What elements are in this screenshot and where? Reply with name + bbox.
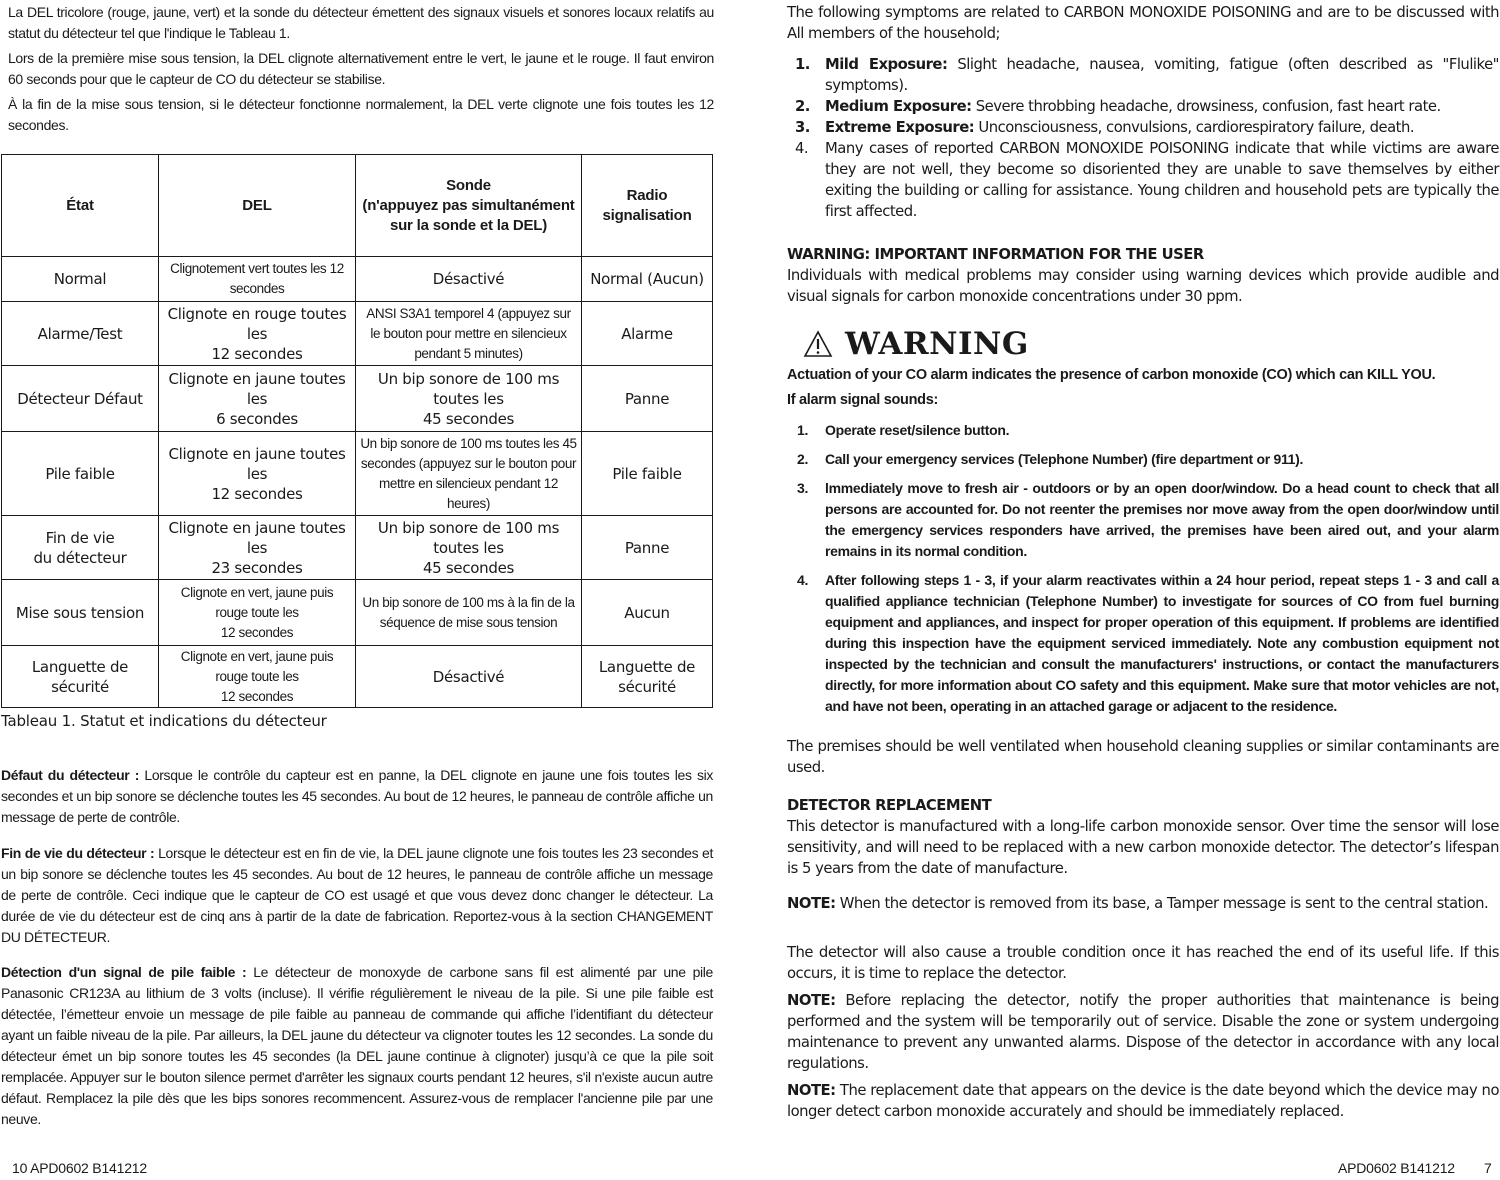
list-item: 4. After following steps 1 - 3, if your alarm reactivates within a 24 hour period, repeat steps 1 - 3 and call a qualified appliance technician (Telephone Number) to investigate for sources of CO from fuel burning equipment and appliances, and inspect for proper operation of this equipment. If problems are identified during this inspection have the equipment serviced immediately. Note any combustion equipment not inspected by the technician and consult the manufacturers' instructions, or contact the manufacturers directly, for more information about CO safety and this equipment. Make sure that motor vehicles are not, and have not been, operating in an attached garage or adjacent to the residence. bbox=[797, 572, 1499, 714]
table-cell: Un bip sonore de 100 ms à la fin de la séquence de mise sous tension bbox=[356, 580, 582, 646]
list-item: 3. Extreme Exposure: Unconsciousness, convulsions, cardiorespiratory failure, death. bbox=[795, 119, 1415, 136]
table-cell: Détecteur Défaut bbox=[2, 366, 159, 432]
intro-paragraph: Lors de la première mise sous tension, la DEL clignote alternativement entre le vert, le jaune et le rouge. Il faut environ 60 seconds pour que le capteur de CO du détecteur se stabilise. bbox=[8, 50, 714, 87]
table-cell: Alarme/Test bbox=[2, 302, 159, 366]
table-cell: Clignotement vert toutes les 12 secondes bbox=[159, 257, 356, 302]
table-cell: ANSI S3A1 temporel 4 (appuyez sur le bouton pour mettre en silencieux pendant 5 minutes) bbox=[356, 302, 582, 366]
table-cell: Un bip sonore de 100 ms toutes les 45 secondes bbox=[356, 366, 582, 432]
table-cell: Mise sous tension bbox=[2, 580, 159, 646]
table-cell: Pile faible bbox=[582, 432, 713, 516]
table-caption: Tableau 1. Statut et indications du détecteur bbox=[1, 712, 327, 730]
page-number: 7 bbox=[1484, 1160, 1492, 1176]
note-replacement-date: NOTE: The replacement date that appears on the device is the date beyond which the device may no longer detect carbon monoxide accurately and should be immediately replaced. bbox=[787, 1082, 1499, 1120]
table-header-row bbox=[2, 155, 713, 257]
fin-de-vie-text: Lorsque le détecteur est en fin de vie, la DEL jaune clignote une fois toutes les 23 secondes et un bip sonore se déclenche toutes les 45 secondes. Au bout de 12 heures, le panneau de contrôle affiche un message de perte de contrôle. Ceci indique que le capteur de CO est usagé et que vous devez donc changer le détecteur. La durée de vie du détecteur est de cinq ans à partir de la date de fabrication. Reportez-vous à la section CHANGEMENT DU DÉTECTEUR. bbox=[1, 845, 713, 945]
warning-title: WARNING bbox=[845, 326, 1029, 362]
left-column bbox=[8, 2, 714, 136]
table-header: Radio signalisation bbox=[582, 155, 713, 257]
pile-faible-paragraph bbox=[1, 962, 713, 1130]
table-cell: Panne bbox=[582, 366, 713, 432]
table-cell: Languette de sécurité bbox=[582, 646, 713, 708]
table-row bbox=[2, 257, 713, 302]
table-header: État bbox=[2, 155, 159, 257]
table-row bbox=[2, 580, 713, 646]
pile-faible-label: Détection d'un signal de pile faible : bbox=[1, 964, 247, 980]
list-item: 1. Mild Exposure: Slight headache, nausea, vomiting, fatigue (often described as "Flulike" symptoms). bbox=[795, 56, 1499, 94]
pile-faible-text: Le détecteur de monoxyde de carbone sans fil est alimenté par une pile Panasonic CR123A au lithium de 3 volts (incluse). Il vérifie régulièrement le niveau de la pile. Si une pile faible est détectée, l’émetteur envoie un message de pile faible au panneau de commande qui affiche l’identifiant du détecteur ayant un faible niveau de la pile. Par ailleurs, la DEL jaune du détecteur va clignoter toutes les 12 secondes. La sonde du détecteur émet un bip sonore toutes les 45 secondes (la DEL jaune continue à clignoter) jusqu’à ce que la pile soit remplacée. Appuyer sur le bouton silence permet d'arrêter les signaux courts pendant 12 heures, s'il n'existe aucun autre défaut. Remplacez la pile dès que les bips sonores recommencent. Assurez-vous de remplacer l'ancienne pile par une neuve. bbox=[1, 964, 713, 1127]
intro-paragraph: La DEL tricolore (rouge, jaune, vert) et la sonde du détecteur émettent des signaux visuels et sonores locaux relatifs au statut du détecteur tel que l'indique le Tableau 1. bbox=[8, 4, 714, 41]
list-item: 1. Operate reset/silence button. bbox=[797, 422, 1010, 438]
table-cell: Pile faible bbox=[2, 432, 159, 516]
list-item: 2. Medium Exposure: Severe throbbing headache, drowsiness, confusion, fast heart rate. bbox=[795, 98, 1441, 115]
note-maintenance: NOTE: Before replacing the detector, notify the proper authorities that maintenance is being performed and the system will be temporarily out of service. Disable the zone or system undergoing maintenance to prevent any unwanted alarms. Dispose of the detector in accordance with any local regulations. bbox=[787, 992, 1499, 1072]
table-row bbox=[2, 646, 713, 708]
symptoms-intro: The following symptoms are related to CARBON MONOXIDE POISONING and are to be discussed with All members of the household; bbox=[787, 4, 1499, 42]
ventilation-paragraph: The premises should be well ventilated when household cleaning supplies or similar contaminants are used. bbox=[787, 738, 1499, 776]
list-item: 2. Call your emergency services (Telephone Number) (fire department or 911). bbox=[797, 451, 1304, 467]
trouble-paragraph: The detector will also cause a trouble condition once it has reached the end of its useful life. If this occurs, it is time to replace the detector. bbox=[787, 944, 1499, 982]
symptoms-list bbox=[787, 54, 1499, 222]
status-table bbox=[1, 154, 713, 708]
note-label: NOTE: bbox=[787, 992, 836, 1009]
fin-de-vie-paragraph bbox=[1, 843, 713, 948]
right-footer: APD0602 B141212 bbox=[1338, 1160, 1455, 1176]
replacement-block bbox=[787, 795, 1499, 879]
table-row bbox=[2, 432, 713, 516]
table-cell: Aucun bbox=[582, 580, 713, 646]
note-label: NOTE: bbox=[787, 895, 836, 912]
note-label: NOTE: bbox=[787, 1082, 836, 1099]
table-cell: Clignote en jaune toutes les 23 secondes bbox=[159, 516, 356, 580]
user-warning-text: Individuals with medical problems may consider using warning devices which provide audible and visual signals for carbon monoxide concentrations under 30 ppm. bbox=[787, 267, 1499, 305]
note-tamper: NOTE: When the detector is removed from its base, a Tamper message is sent to the central station. bbox=[787, 895, 1489, 912]
defaut-text: Lorsque le contrôle du capteur est en panne, la DEL clignote en jaune une fois toutes les six secondes et un bip sonore se déclenche toutes les 45 secondes. Au bout de 12 heures, le panneau de contrôle affiche un message de perte de contrôle. bbox=[1, 767, 713, 825]
defaut-paragraph bbox=[1, 765, 713, 828]
table-cell: Normal (Aucun) bbox=[582, 257, 713, 302]
user-warning-block bbox=[787, 244, 1499, 307]
table-cell: Clignote en rouge toutes les 12 secondes bbox=[159, 302, 356, 366]
table-row bbox=[2, 302, 713, 366]
table-row bbox=[2, 366, 713, 432]
table-cell: Clignote en vert, jaune puis rouge toute les 12 secondes bbox=[159, 646, 356, 708]
defaut-label: Défaut du détecteur : bbox=[1, 767, 140, 783]
table-cell: Clignote en jaune toutes les 12 secondes bbox=[159, 432, 356, 516]
table-cell: Clignote en vert, jaune puis rouge toute les 12 secondes bbox=[159, 580, 356, 646]
table-cell: Un bip sonore de 100 ms toutes les 45 secondes bbox=[356, 516, 582, 580]
user-warning-heading: WARNING: IMPORTANT INFORMATION FOR THE USER bbox=[787, 246, 1204, 263]
table-row bbox=[2, 516, 713, 580]
actuation-statement: Actuation of your CO alarm indicates the presence of carbon monoxide (CO) which can KILL YOU. bbox=[787, 367, 1436, 383]
table-header: DEL bbox=[159, 155, 356, 257]
replacement-heading: DETECTOR REPLACEMENT bbox=[787, 797, 992, 814]
replacement-text: This detector is manufactured with a long-life carbon monoxide sensor. Over time the sensor will lose sensitivity, and will need to be replaced with a new carbon monoxide detector. The detector’s lifespan is 5 years from the date of manufacture. bbox=[787, 818, 1499, 877]
intro-paragraph: À la fin de la mise sous tension, si le détecteur fonctionne normalement, la DEL verte clignote une fois toutes les 12 secondes. bbox=[8, 96, 714, 133]
alarm-steps-list bbox=[787, 420, 1499, 725]
table-cell: Fin de vie du détecteur bbox=[2, 516, 159, 580]
left-footer: 10 APD0602 B141212 bbox=[12, 1160, 147, 1176]
table-header: Sonde (n'appuyez pas simultanément sur la sonde et la DEL) bbox=[356, 155, 582, 257]
table-cell: Désactivé bbox=[356, 646, 582, 708]
list-item: 4. Many cases of reported CARBON MONOXIDE POISONING indicate that while victims are aware they are not well, they become so disoriented they are unable to save themselves by either exiting the building or calling for assistance. Young children and household pets are typically the first affected. bbox=[795, 140, 1499, 220]
table-cell: Alarme bbox=[582, 302, 713, 366]
fin-de-vie-label: Fin de vie du détecteur : bbox=[1, 845, 155, 861]
table-cell: Languette de sécurité bbox=[2, 646, 159, 708]
table-cell: Normal bbox=[2, 257, 159, 302]
list-item: 3. lmmediately move to fresh air - outdoors or by an open door/window. Do a head count to check that all persons are accounted for. Do not reenter the premises nor move away from the open door/window until the emergency services responders have arrived, the premises have been aired out, and your alarm remains in its normal condition. bbox=[797, 480, 1499, 559]
table-cell: Un bip sonore de 100 ms toutes les 45 secondes (appuyez sur le bouton pour mettre en silencieux pendant 12 heures) bbox=[356, 432, 582, 516]
table-cell: Panne bbox=[582, 516, 713, 580]
if-alarm-heading: If alarm signal sounds: bbox=[787, 392, 939, 408]
table-cell: Clignote en jaune toutes les 6 secondes bbox=[159, 366, 356, 432]
warning-triangle-icon bbox=[803, 330, 833, 358]
table-cell: Désactivé bbox=[356, 257, 582, 302]
